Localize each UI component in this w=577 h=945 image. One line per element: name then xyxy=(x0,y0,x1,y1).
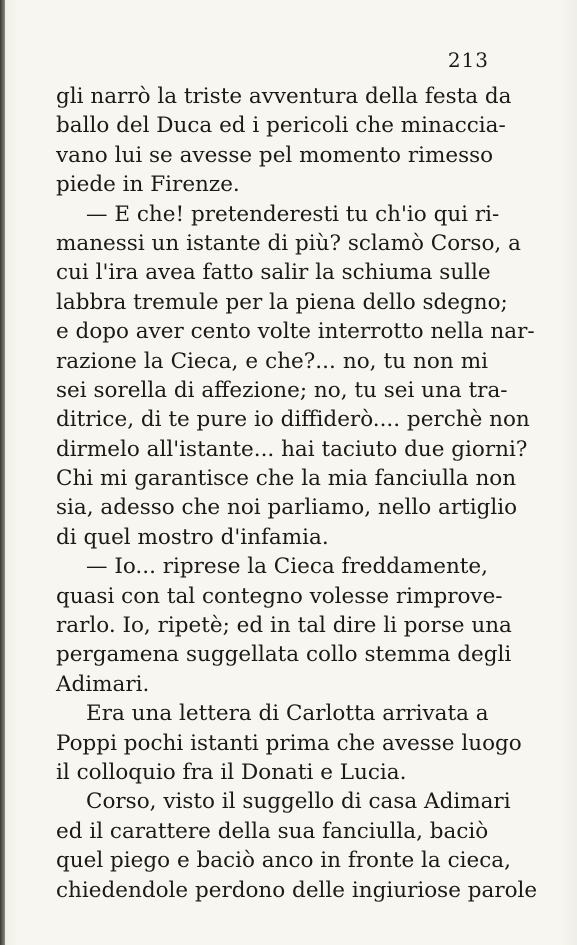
text-line: quel piego e baciò anco in fronte la cieca, xyxy=(56,848,511,874)
text-line: il colloquio fra il Donati e Lucia. xyxy=(56,759,407,785)
text-line: razione la Cieca, e che?... no, tu non mi xyxy=(56,348,488,374)
text-line: quasi con tal contegno volesse rimprove- xyxy=(56,583,503,609)
text-line: chiedendole perdono delle ingiuriose parole xyxy=(56,877,538,903)
text-line: dirmelo all'istante... hai taciuto due giorni? xyxy=(56,436,528,462)
text-line: labbra tremule per la piena dello sdegno; xyxy=(56,289,508,315)
text-line: ditrice, di te pure io diffiderò.... perchè non xyxy=(56,407,530,433)
text-line: Era una lettera di Carlotta arrivata a xyxy=(86,701,489,727)
text-line: sei sorella di affezione; no, tu sei una tra- xyxy=(56,377,508,403)
text-line: di quel mostro d'infamia. xyxy=(56,524,329,550)
text-line: e dopo aver cento volte interrotto nella nar- xyxy=(56,319,535,345)
text-line: Adimari. xyxy=(56,671,150,697)
text-line: — E che! pretenderesti tu ch'io qui ri- xyxy=(86,201,500,227)
page-text-body xyxy=(56,82,538,905)
text-line: ballo del Duca ed i pericoli che minaccia- xyxy=(56,113,506,139)
text-line: Corso, visto il suggello di casa Adimari xyxy=(86,789,511,815)
text-line: rarlo. Io, ripetè; ed in tal dire li porse una xyxy=(56,613,512,639)
text-line: gli narrò la triste avventura della festa da xyxy=(56,84,512,109)
text-line: vano lui se avesse pel momento rimesso xyxy=(56,142,494,168)
text-line: cui l'ira avea fatto salir la schiuma sulle xyxy=(56,260,491,286)
text-line: pergamena suggellata collo stemma degli xyxy=(56,642,512,668)
page-spine-edge xyxy=(0,0,5,945)
text-line: — Io... riprese la Cieca freddamente, xyxy=(86,554,488,580)
text-line: manessi un istante di più? sclamò Corso, a xyxy=(56,230,521,256)
text-line: ed il carattere della sua fanciulla, baciò xyxy=(56,818,489,844)
page-number: 213 xyxy=(447,48,489,72)
text-line: Chi mi garantisce che la mia fanciulla non xyxy=(56,466,517,492)
text-line: piede in Firenze. xyxy=(56,172,240,198)
text-line: Poppi pochi istanti prima che avesse luogo xyxy=(56,730,522,756)
text-line: sia, adesso che noi parliamo, nello artiglio xyxy=(56,495,518,521)
